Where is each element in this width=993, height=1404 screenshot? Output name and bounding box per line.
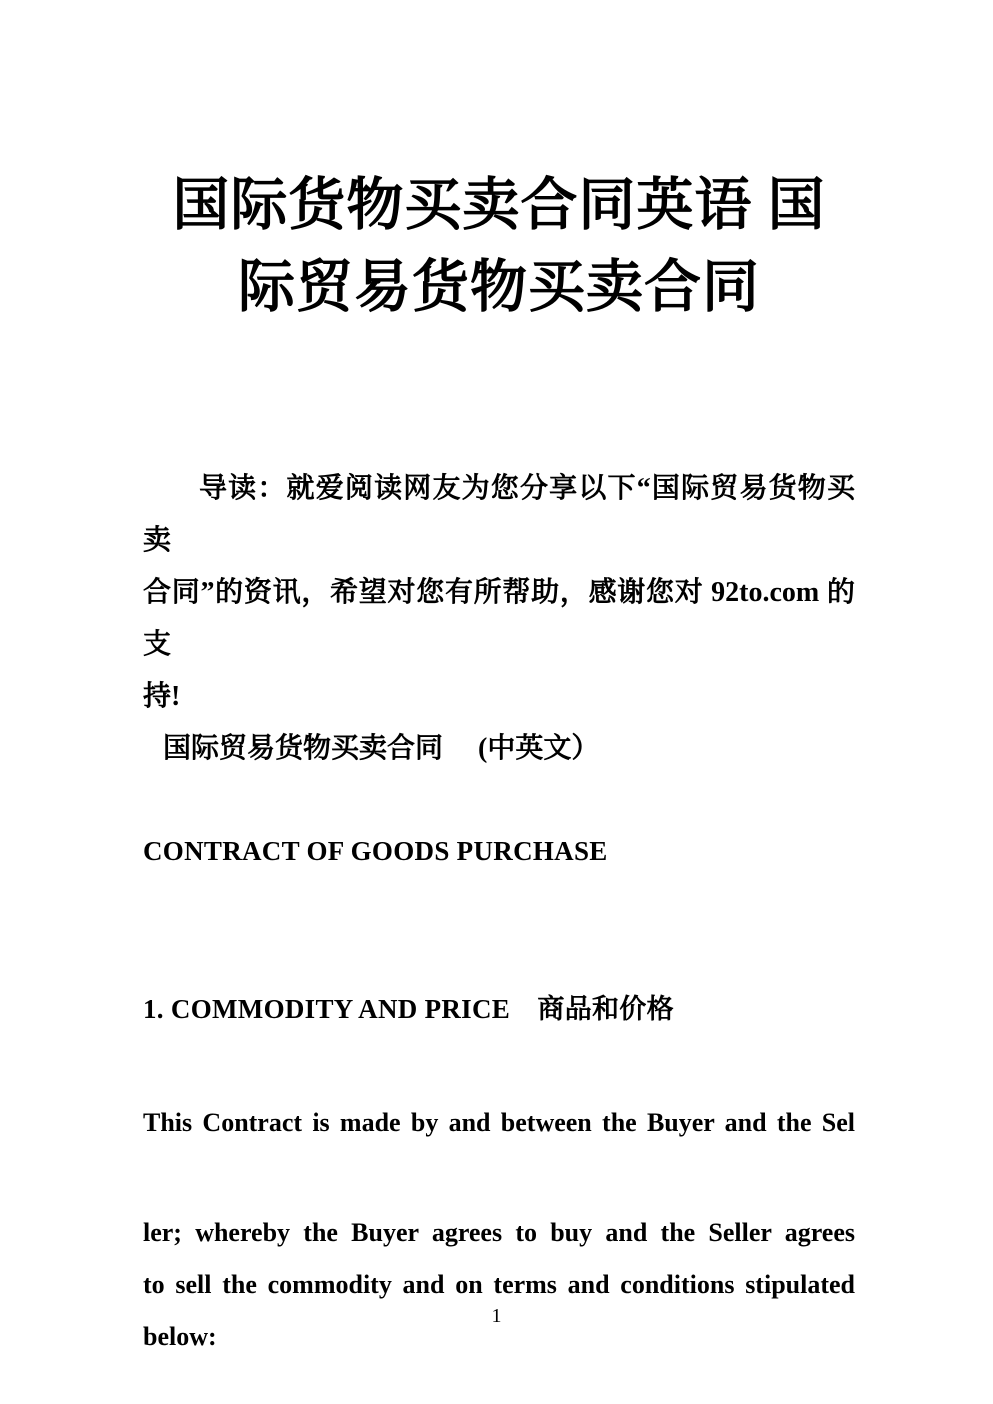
intro-line-3: 持! <box>143 681 181 712</box>
document-title <box>143 165 855 329</box>
commodity-heading: 1. COMMODITY AND PRICE 商品和价格 <box>143 994 674 1024</box>
contract-paragraph-2-line-1: ler; whereby the Buyer agrees to buy and the Seller agrees <box>143 1218 855 1247</box>
contract-paragraph-1: This Contract is made by and between the Buyer and the Sel <box>143 1108 855 1137</box>
intro-paragraph <box>143 463 855 723</box>
page-number: 1 <box>491 1305 502 1327</box>
subtitle-line: 国际贸易货物买卖合同 (中英文） <box>163 733 600 764</box>
contract-heading: CONTRACT OF GOODS PURCHASE <box>143 836 608 866</box>
contract-paragraph-2 <box>143 1207 855 1363</box>
title-line-1: 国际货物买卖合同英语 国 <box>172 174 826 237</box>
contract-paragraph-2-line-3: below: <box>143 1322 217 1351</box>
contract-paragraph-2-line-2: to sell the commodity and on terms and conditions stipulated <box>143 1270 855 1299</box>
intro-line-1: 导读：就爱阅读网友为您分享以下“国际贸易货物买卖 <box>143 473 855 556</box>
title-line-2: 际贸易货物买卖合同 <box>238 256 760 319</box>
intro-line-2: 合同”的资讯，希望对您有所帮助，感谢您对 92to.com 的支 <box>143 577 855 660</box>
